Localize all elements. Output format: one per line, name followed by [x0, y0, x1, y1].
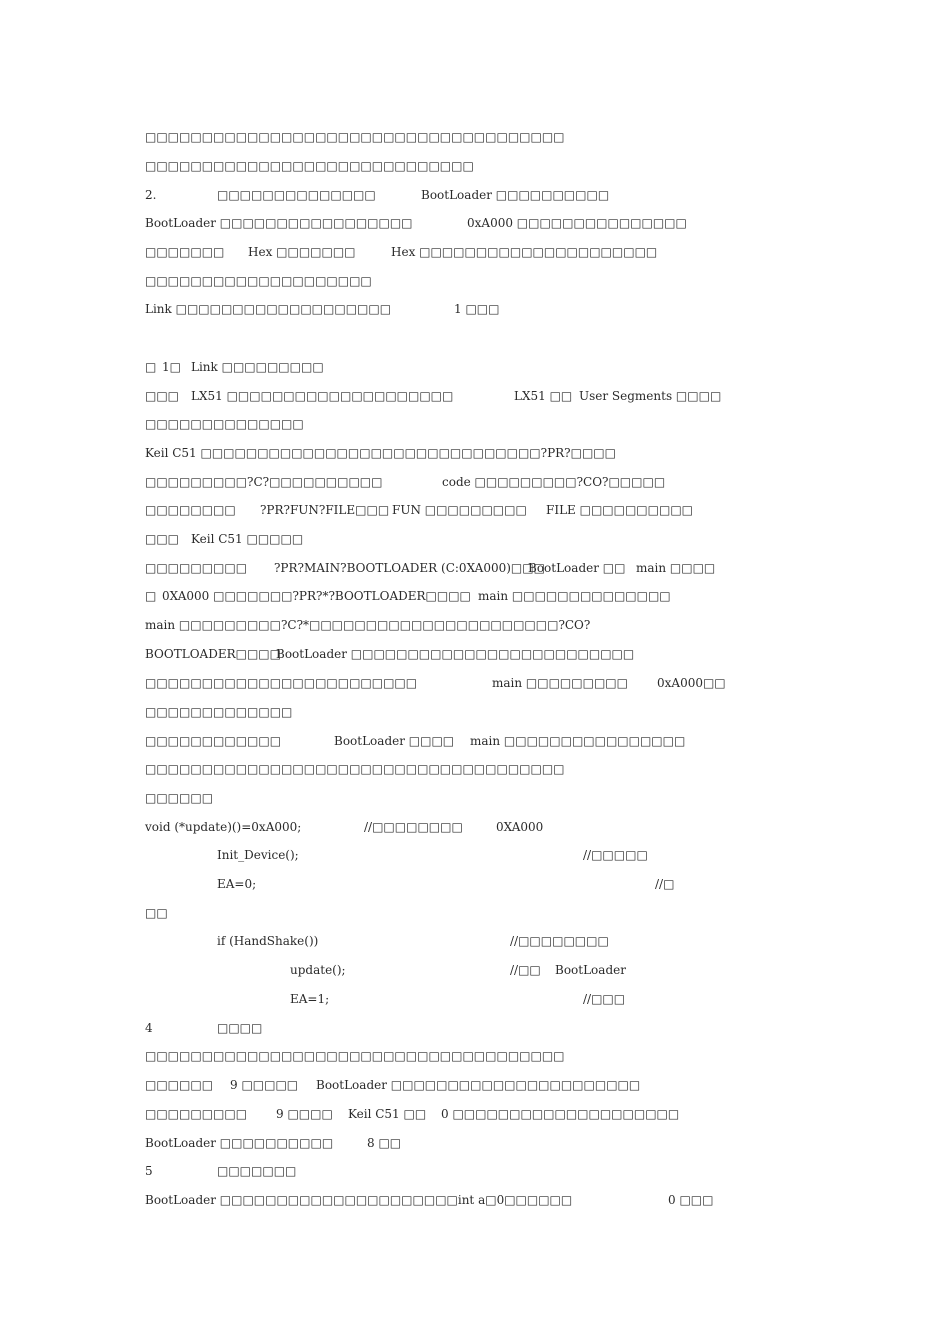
document-page: □□□□□□□□□□□□□□□□□□□□□□□□□□□□□□□□□□□□□ □□□□□□□□□□□□□□□□□□□□□□□□□□□□□ 2. □□□□□□□□□□□□□□ BootLoader □□□□□□□□□□ BootLoader □□□□□□□□□□□□□□□□□ 0xA000 □□□□□□□□□□□□□□□ □□□□□□□ Hex □□□□□□□ Hex □□□□□□□□□□□□□□□□□□□□□ □□□□□□□□□□□□□□□□□□□□ Link □□□□□□□□□□□□□□□□□□□ 1 □□□ □ 1□ Link □□□□□□□□□ □□□ LX51 □□□□□□□□□□□□□□□□□□□□ LX51 □□ User Segments □□□□ □□□□□□□□□□□□□□ Keil C51 □□□□□□□□□□□□□□□□□□□□□□□□□□□□□□?PR?□□□□ □□□□□□□□□?C?□□□□□□□□□□ code □□□□□□□□□?CO?□□□□□ □□□□□□□□ ?PR?FUN?FILE□□□ FUN □□□□□□□□□ FILE □□□□□□□□□□ □□□ Keil C51 □□□□□ □□□□□□□□□ ?PR?MAIN?BOOTLOADER (C:0XA000)□□□ BootLoader □□ main □□□□ □ 0XA000 □□□□□□□?PR?*?BOOTLOADER□□□□ main □□□□□□□□□□□□□□ main □□□□□□□□□?C?*□□□□□□□□□□□□□□□□□□□□□□?CO? BOOTLOADER□□□□ BootLoader □□□□□□□□□□□□□□□□□□□□□□□□□ □□□□□□□□□□□□□□□□□□□□□□□□ main □□□□□□□□□ 0xA000□□ □□□□□□□□□□□□□ □□□□□□□□□□□□ BootLoader □□□□ main □□□□□□□□□□□□□□□□ □□□□□□□□□□□□□□□□□□□□□□□□□□□□□□□□□□□□□ □□□□□□ void (*update)()=0xA000; //□□□□□□□□ 0XA000 Init_Device(); //□□□□□ EA=0; //□ □□ if (HandShake()) //□□□□□□□□ update(); //□□ BootLoader EA=1; //□□□ 4 □□□□ □□□□□□□□□□□□□□□□□□□□□□□□□□□□□□□□□□□□□ □□□□□□ 9 □□□□□ BootLoader □□□□□□□□□□□□□□□□□□□□□□ □□□□□□□□□ 9 □□□□ Keil C51 □□ 0 □□□□□□□□□□□□□□□□□□□□ BootLoader □□□□□□□□□□ 8 □□ 5 □□□□□□□ BootLoader □□□□□□□□□□□□□□□□□□□□□int a□0□□□□□□ 0 □□□ [145, 130, 726, 1207]
